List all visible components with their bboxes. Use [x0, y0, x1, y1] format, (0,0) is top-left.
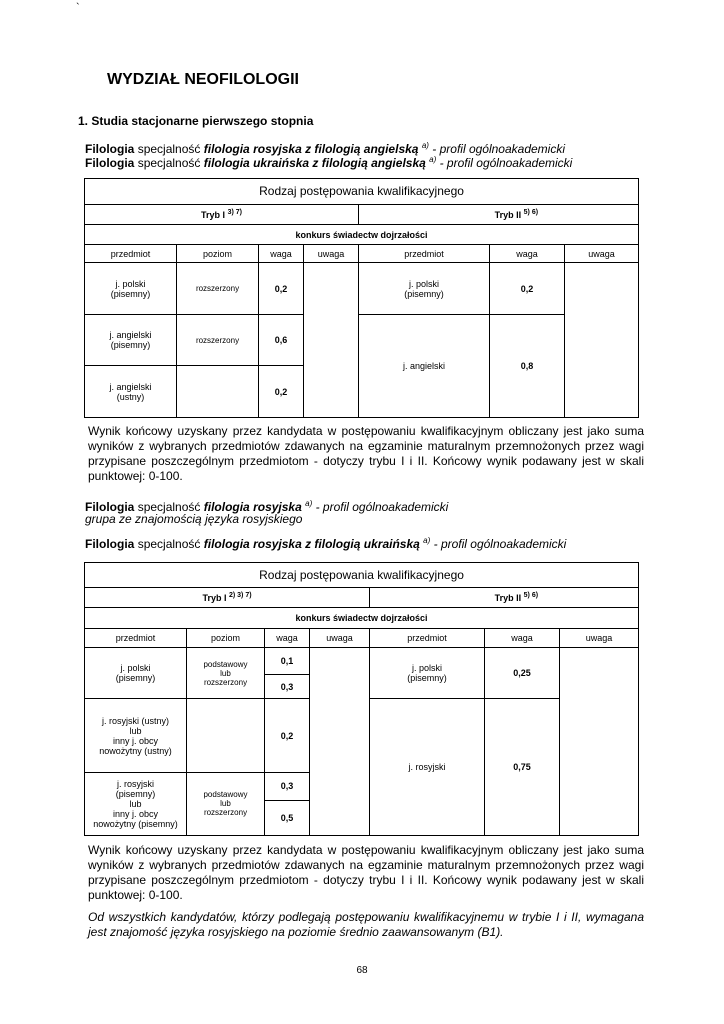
- column-header: waga: [490, 244, 565, 263]
- column-header: przedmiot: [85, 629, 187, 648]
- level-cell: [177, 366, 259, 418]
- weight-cell: 0,5: [265, 800, 310, 835]
- page-number: 68: [356, 965, 368, 976]
- konkurs-label: konkurs świadectw dojrzałości: [85, 608, 639, 629]
- column-header: uwaga: [304, 244, 359, 263]
- subject-cell: j. polski (pisemny): [85, 647, 187, 699]
- konkurs-label: konkurs świadectw dojrzałości: [85, 225, 639, 245]
- specialization-line: Filologia specjalność filologia rosyjska $^{a)}$ - profil ogólnoakademicki: [85, 499, 449, 514]
- column-header: uwaga: [560, 629, 639, 648]
- column-header: poziom: [177, 244, 259, 263]
- weight-cell: 0,1: [265, 647, 310, 674]
- mode-1-label: Tryb I $^{3) 7)}$: [85, 204, 359, 225]
- weight-cell: 0,3: [265, 674, 310, 699]
- mode-1-label: Tryb I $^{2) 3) 7)}$: [85, 587, 370, 608]
- level-cell: rozszerzony: [177, 314, 259, 366]
- weight-cell: 0,2: [490, 263, 565, 315]
- subject-cell: j. rosyjski: [370, 699, 485, 836]
- column-header: uwaga: [565, 244, 639, 263]
- result-paragraph: Wynik końcowy uzyskany przez kandydata w postępowaniu kwalifikacyjnym obliczany jest jako suma wyników z wybranych przedmiotów zdawanych na egzaminie maturalnym przemnożonych przez wagi przypisane poszczególnym przedmiotom - dotyczy trybu I i II. Końcowy wynik podawany jest w skali punktowej: 0-100.: [88, 424, 644, 483]
- specialization-line: Filologia specjalność filologia rosyjska z filologią angielską $^{a)}$ - profil ogólnoakademicki: [85, 141, 566, 156]
- column-header: poziom: [187, 629, 265, 648]
- column-header: przedmiot: [85, 244, 177, 263]
- subject-cell: j. angielski (pisemny): [85, 314, 177, 366]
- weight-cell: 0,6: [259, 314, 304, 366]
- level-cell: [187, 699, 265, 772]
- subject-cell: j. rosyjski (pisemny) lub inny j. obcy nowożytny (pisemny): [85, 772, 187, 835]
- specialization-line: Filologia specjalność filologia ukraińska z filologią angielską $^{a)}$ - profil ogólnoakademicki: [85, 155, 573, 170]
- weight-cell: 0,25: [485, 647, 560, 699]
- column-header: uwaga: [310, 629, 370, 648]
- level-cell: podstawowy lub rozszerzony: [187, 647, 265, 699]
- section-heading: 1. Studia stacjonarne pierwszego stopnia: [78, 114, 314, 128]
- column-header: waga: [485, 629, 560, 648]
- note-cell: [310, 647, 370, 835]
- note-cell: [304, 263, 359, 418]
- weight-cell: 0,2: [259, 263, 304, 315]
- stray-mark: `: [76, 2, 80, 14]
- result-paragraph: Wynik końcowy uzyskany przez kandydata w postępowaniu kwalifikacyjnym obliczany jest jako suma wyników z wybranych przedmiotów zdawanych na egzaminie maturalnym przemnożonych przez wagi przypisane poszczególnym przedmiotom - dotyczy trybu I i II. Końcowy wynik podawany jest w skali punktowej: 0-100.: [88, 843, 644, 902]
- subject-cell: j. angielski: [359, 314, 490, 417]
- qualification-table-1: [84, 178, 639, 418]
- subject-cell: j. rosyjski (ustny) lub inny j. obcy nowożytny (ustny): [85, 699, 187, 772]
- column-header: waga: [259, 244, 304, 263]
- mode-2-label: Tryb II $^{5) 6)}$: [370, 587, 639, 608]
- note-cell: [565, 263, 639, 418]
- column-header: waga: [265, 629, 310, 648]
- specialization-line: Filologia specjalność filologia rosyjska z filologią ukraińską $^{a)}$ - profil ogólnoakademicki: [85, 536, 567, 551]
- faculty-title: WYDZIAŁ NEOFILOLOGII: [107, 71, 299, 88]
- note-cell: [560, 647, 639, 835]
- level-cell: podstawowy lub rozszerzony: [187, 772, 265, 835]
- weight-cell: 0,2: [265, 699, 310, 772]
- weight-cell: 0,3: [265, 772, 310, 800]
- subject-cell: j. polski (pisemny): [85, 263, 177, 315]
- weight-cell: 0,2: [259, 366, 304, 418]
- qualification-table-2: [84, 562, 639, 836]
- level-cell: rozszerzony: [177, 263, 259, 315]
- group-line: grupa ze znajomością języka rosyjskiego: [85, 512, 303, 526]
- subject-cell: j. polski (pisemny): [359, 263, 490, 315]
- language-requirement-note: Od wszystkich kandydatów, którzy podlegają postępowaniu kwalifikacyjnemu w trybie I i II, wymagana jest znajomość języka rosyjskiego na poziomie średnio zaawansowanym (B1).: [88, 910, 644, 939]
- weight-cell: 0,8: [490, 314, 565, 417]
- column-header: przedmiot: [370, 629, 485, 648]
- table-header: Rodzaj postępowania kwalifikacyjnego: [85, 563, 639, 588]
- weight-cell: 0,75: [485, 699, 560, 836]
- mode-2-label: Tryb II $^{5) 6)}$: [359, 204, 639, 225]
- table-header: Rodzaj postępowania kwalifikacyjnego: [85, 179, 639, 205]
- column-header: przedmiot: [359, 244, 490, 263]
- subject-cell: j. angielski (ustny): [85, 366, 177, 418]
- subject-cell: j. polski (pisemny): [370, 647, 485, 699]
